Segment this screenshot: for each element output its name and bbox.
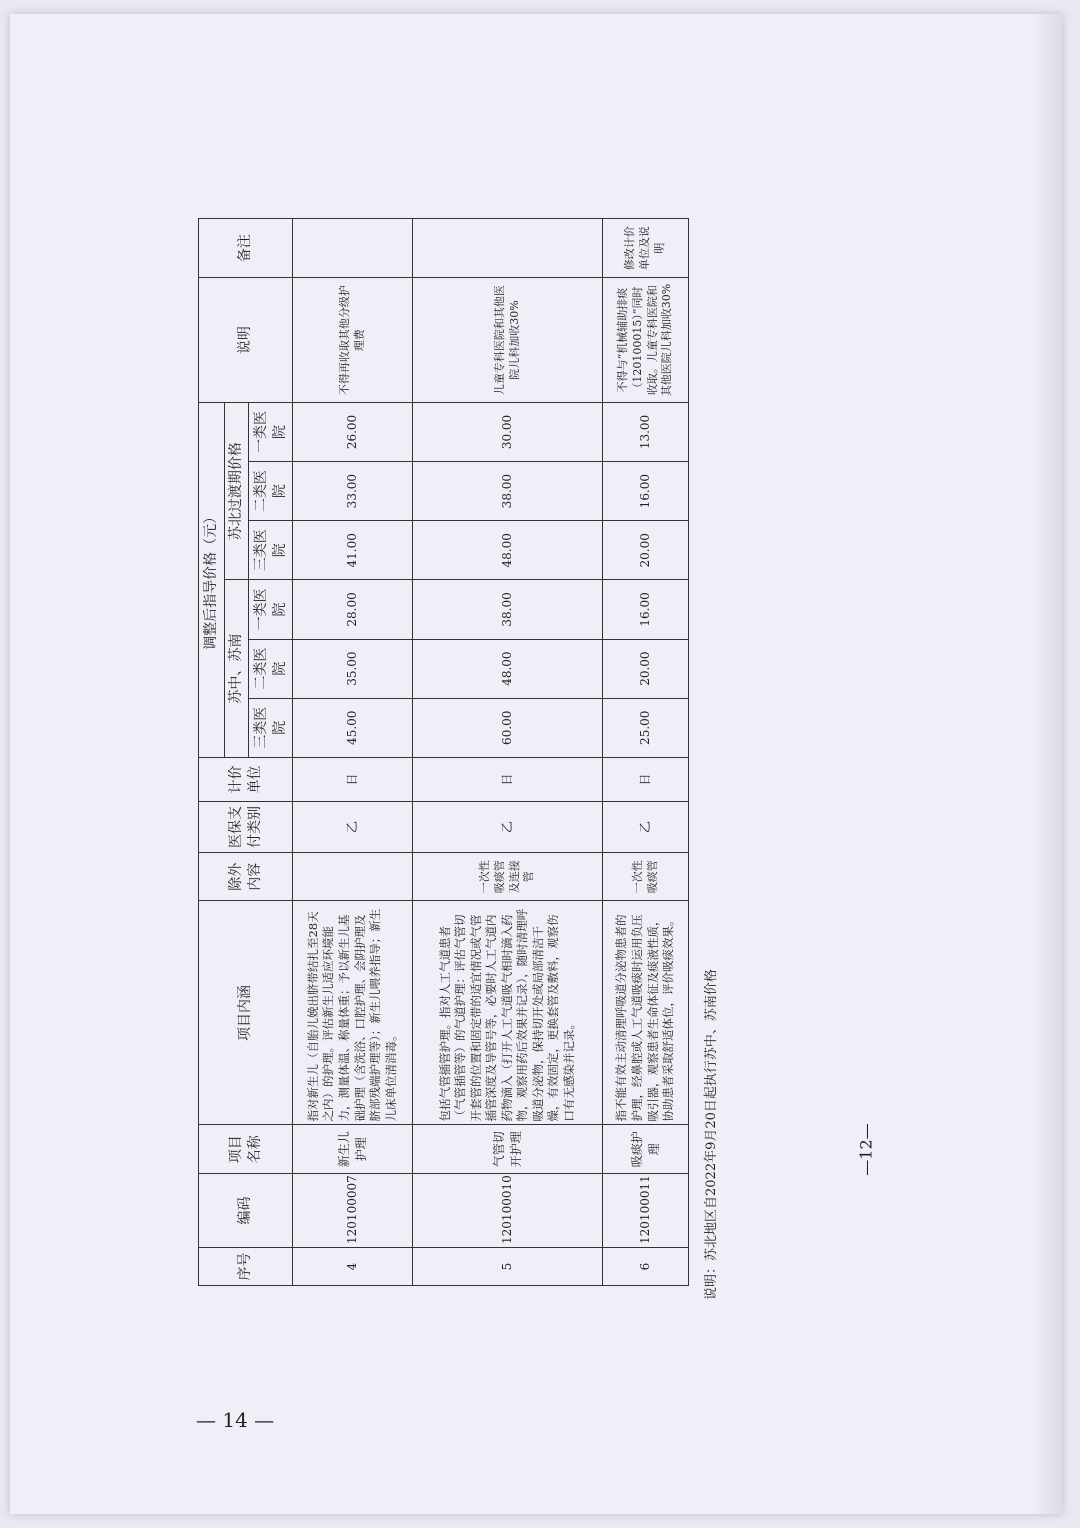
cell-north-h2: 16.00 xyxy=(603,462,689,521)
cell-exclude: 一次性吸痰管 xyxy=(603,852,689,901)
cell-code: 120100010 xyxy=(413,1174,603,1248)
price-table-rotated xyxy=(198,218,688,1286)
cell-content: 包括气管插管护理。指对人工气道患者（气管插管等）的气道护理：评估气管切开套管的位置和固定带的适宜情况或气管插管深度及导管号等，必要时人工气道内药物滴入（打开人工气道吸气相时滴入药物，观察用药后效果并记录），随时清理呼吸道分泌物，保持切开处或局部清洁干燥，有效固定，更换套管及敷料，观察伤口有无感染并记录。 xyxy=(413,901,603,1125)
header-north-h1: 一类医院 xyxy=(249,402,293,461)
cell-name: 吸痰护理 xyxy=(603,1125,689,1174)
cell-south-h1: 38.00 xyxy=(413,580,603,639)
cell-unit: 日 xyxy=(293,757,413,801)
header-price-group: 调整后指导价格（元） xyxy=(199,402,225,757)
cell-south-h1: 16.00 xyxy=(603,580,689,639)
header-south-h3: 三类医院 xyxy=(249,698,293,757)
cell-code: 120100011 xyxy=(603,1174,689,1248)
cell-south-h2: 35.00 xyxy=(293,639,413,698)
header-content: 项目内涵 xyxy=(199,901,293,1125)
cell-north-h3: 48.00 xyxy=(413,521,603,580)
cell-north-h1: 26.00 xyxy=(293,402,413,461)
cell-north-h1: 13.00 xyxy=(603,402,689,461)
header-north: 苏北过渡期价格 xyxy=(225,402,249,579)
cell-insurance: 乙 xyxy=(413,802,603,853)
header-insurance: 医保支付类别 xyxy=(199,802,293,853)
cell-seq: 6 xyxy=(603,1247,689,1285)
header-south-h2: 二类医院 xyxy=(249,639,293,698)
header-seq: 序号 xyxy=(199,1247,293,1285)
cell-insurance: 乙 xyxy=(293,802,413,853)
cell-exclude xyxy=(293,852,413,901)
cell-south-h3: 45.00 xyxy=(293,698,413,757)
table-row xyxy=(603,219,689,1286)
cell-remark xyxy=(293,219,413,278)
cell-seq: 5 xyxy=(413,1247,603,1285)
header-unit: 计价单位 xyxy=(199,757,293,801)
cell-north-h2: 38.00 xyxy=(413,462,603,521)
cell-insurance: 乙 xyxy=(603,802,689,853)
header-north-h2: 二类医院 xyxy=(249,462,293,521)
cell-north-h2: 33.00 xyxy=(293,462,413,521)
cell-code: 120100007 xyxy=(293,1174,413,1248)
cell-seq: 4 xyxy=(293,1247,413,1285)
header-code: 编码 xyxy=(199,1174,293,1248)
header-south: 苏中、苏南 xyxy=(225,580,249,757)
cell-south-h2: 48.00 xyxy=(413,639,603,698)
header-desc: 说明 xyxy=(199,278,293,403)
cell-desc: 不得与“机械辅助排痰（120100015）”同时收取。儿童专科医院和其他医院儿科加收30% xyxy=(603,278,689,403)
cell-desc: 不得再收取其他分级护理费 xyxy=(293,278,413,403)
cell-south-h3: 25.00 xyxy=(603,698,689,757)
inner-page-number: —12— xyxy=(856,1123,876,1176)
cell-exclude: 一次性吸痰管及连接管 xyxy=(413,852,603,901)
page-number: — 14 — xyxy=(196,1408,275,1432)
table-row xyxy=(293,219,413,1286)
cell-north-h3: 20.00 xyxy=(603,521,689,580)
cell-content: 指对新生儿（自胎儿娩出脐带结扎至28天之内）的护理。评估新生儿适应环境能力，测量体温、称量体重；予以新生儿基础护理（含洗浴、口腔护理、会阴护理及脐部残端护理等）；新生儿喂养指导；新生儿床单位清消毒。 xyxy=(293,901,413,1125)
cell-south-h3: 60.00 xyxy=(413,698,603,757)
cell-remark: 修改计价单位及说明 xyxy=(603,219,689,278)
page-gutter-shadow xyxy=(1032,14,1062,1514)
header-name: 项目名称 xyxy=(199,1125,293,1174)
header-exclude: 除外内容 xyxy=(199,852,293,901)
cell-south-h2: 20.00 xyxy=(603,639,689,698)
table-footnote: 说明：苏北地区自2022年9月20日起执行苏中、苏南价格 xyxy=(704,969,719,1300)
cell-unit: 日 xyxy=(603,757,689,801)
header-remark: 备注 xyxy=(199,219,293,278)
cell-content: 指不能有效主动清理呼吸道分泌物患者的护理，经鼻腔或人工气道吸痰时运用负压吸引器，观察患者生命体征及痰液性质，协助患者采取舒适体位，评价吸痰效果。 xyxy=(603,901,689,1125)
cell-north-h3: 41.00 xyxy=(293,521,413,580)
cell-north-h1: 30.00 xyxy=(413,402,603,461)
cell-name: 气管切开护理 xyxy=(413,1125,603,1174)
header-north-h3: 三类医院 xyxy=(249,521,293,580)
cell-south-h1: 28.00 xyxy=(293,580,413,639)
header-south-h1: 一类医院 xyxy=(249,580,293,639)
cell-remark xyxy=(413,219,603,278)
cell-desc: 儿童专科医院和其他医院儿科加收30% xyxy=(413,278,603,403)
table-row xyxy=(413,219,603,1286)
price-table xyxy=(198,218,689,1286)
cell-name: 新生儿护理 xyxy=(293,1125,413,1174)
cell-unit: 日 xyxy=(413,757,603,801)
